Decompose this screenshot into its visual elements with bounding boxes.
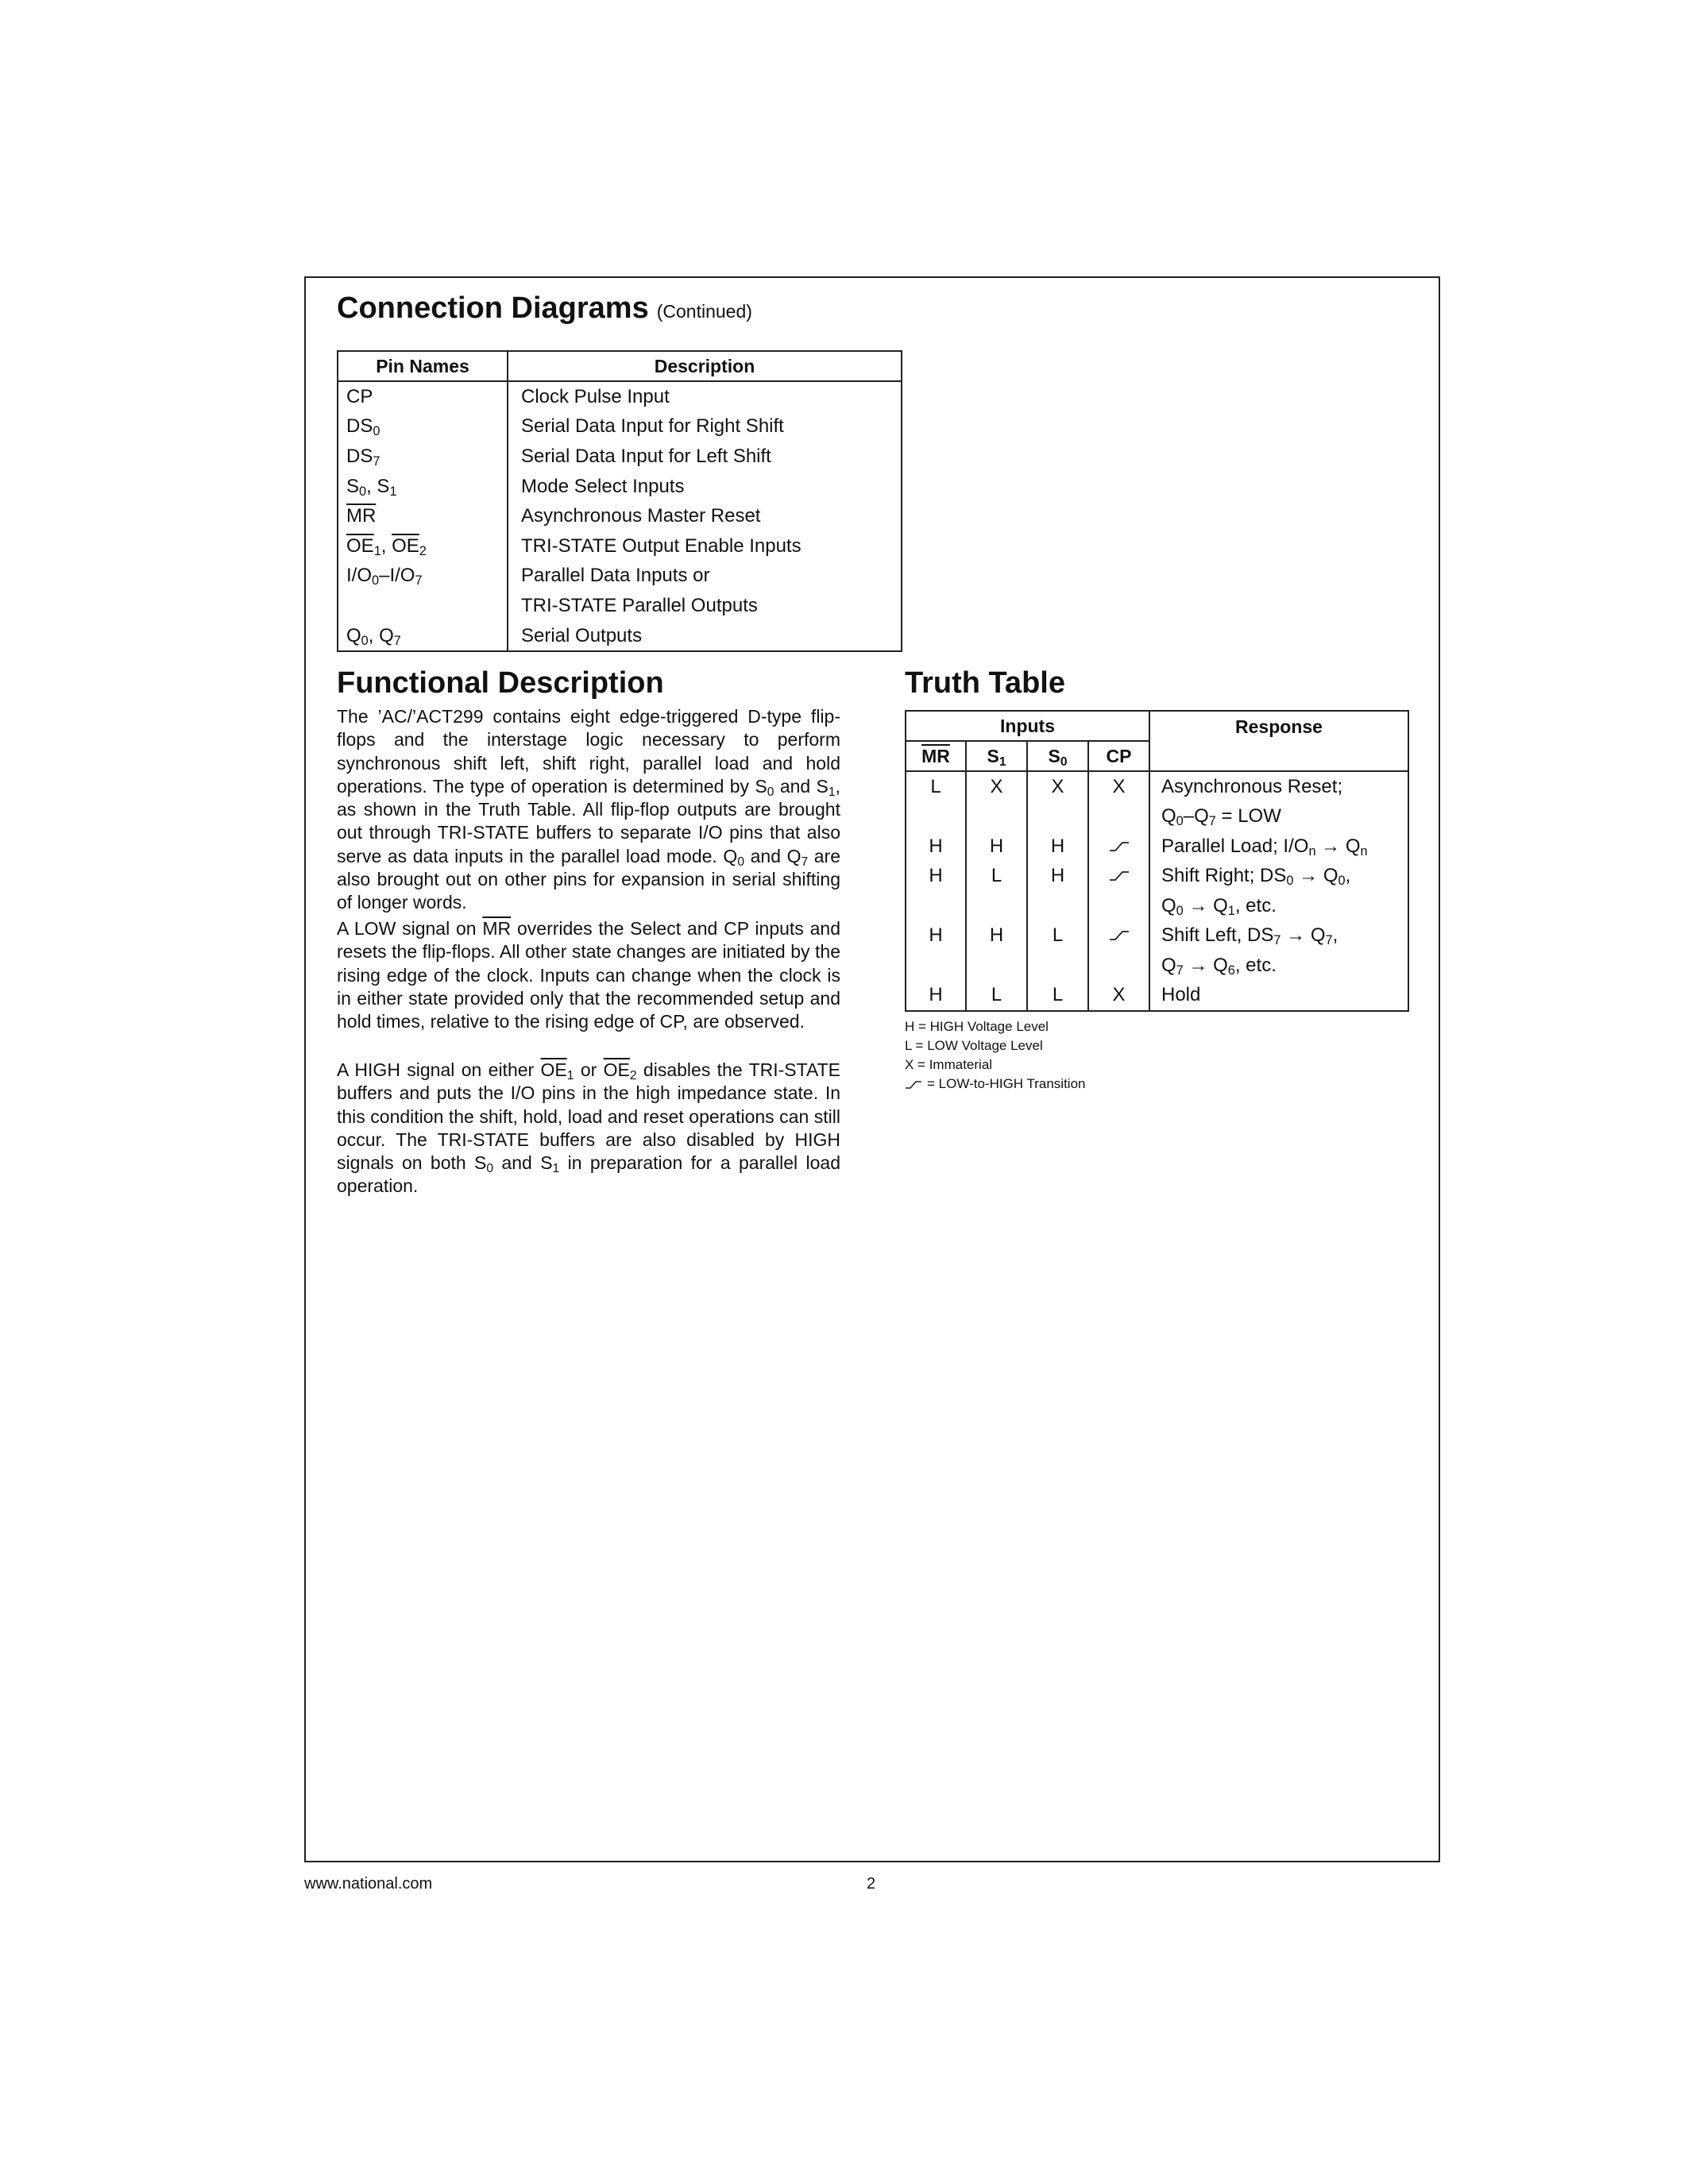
mr-cell: H: [906, 981, 966, 1012]
rising-edge-icon: [905, 1080, 922, 1090]
response-cell: Asynchronous Reset;: [1149, 771, 1408, 802]
s0-cell: X: [1027, 771, 1088, 802]
pin-description: Asynchronous Master Reset: [508, 501, 902, 531]
footer-url[interactable]: www.national.com: [304, 1875, 433, 1893]
table-row: [906, 862, 1408, 892]
s0-cell: [1027, 891, 1088, 921]
pin-name: $I/O_0-I/O_7$: [338, 561, 508, 592]
pin-description: Serial Outputs: [508, 621, 902, 652]
functional-paragraph-2: A LOW signal on $\overline{MR}$ overrides the Select and CP inputs and resets the flip-flops. All other state changes are initiated by the rising edge of the clock. Inputs can change when the clock is in either state provided only that the recommended setup and hold times, relative to the rising edge of CP, are observed.: [337, 918, 840, 1032]
s1-cell: [966, 951, 1027, 981]
s0-cell: H: [1027, 862, 1088, 892]
response-cell: Shift Left, $DS_7 \to Q_7$,: [1149, 921, 1408, 951]
cp-cell: [1088, 921, 1149, 951]
s0-cell: L: [1027, 921, 1088, 951]
s1-cell: H: [966, 921, 1027, 951]
mr-cell: L: [906, 771, 966, 802]
response-header: Response: [1149, 711, 1408, 771]
truth-group-header: [906, 711, 1408, 741]
pin-name: $Q_0$, $Q_7$: [338, 621, 508, 652]
page-number: 2: [867, 1875, 876, 1893]
pin-name: CP: [338, 381, 508, 412]
pin-name: [338, 591, 508, 621]
inputs-header: Inputs: [906, 711, 1149, 741]
pin-description: Serial Data Input for Left Shift: [508, 442, 902, 472]
truth-table-heading: Truth Table: [905, 666, 1065, 700]
mr-header: $\overline{MR}$: [906, 741, 966, 771]
connection-diagrams-heading: Connection Diagrams (Continued): [337, 291, 752, 325]
table-row: [338, 501, 902, 531]
note-high: H = HIGH Voltage Level: [905, 1019, 1049, 1034]
pin-description: TRI-STATE Output Enable Inputs: [508, 531, 902, 561]
functional-paragraph-3: A HIGH signal on either $\overline{OE}_1$ or $\overline{OE}_2$ disables the TRI-STATE buffers and puts the I/O pins in the high impedance state. In this condition the shift, hold, load and reset operations can still occur. The TRI-STATE buffers are also disabled by HIGH signals on both $S_0$ and $S_1$ in preparation for a parallel load operation.: [337, 1059, 840, 1197]
pin-name: $S_0$, $S_1$: [338, 472, 508, 502]
response-cell: Hold: [1149, 981, 1408, 1012]
table-row: [338, 531, 902, 561]
s1-cell: [966, 891, 1027, 921]
mr-cell: H: [906, 832, 966, 862]
table-row: [338, 442, 902, 472]
truth-table-notes: [905, 1017, 1086, 1094]
table-row: [906, 771, 1408, 802]
s1-cell: X: [966, 771, 1027, 802]
mr-cell: [906, 802, 966, 832]
cp-cell: [1088, 891, 1149, 921]
note-immaterial: X = Immaterial: [905, 1057, 993, 1072]
response-cell: $Q_7 \to Q_6$, etc.: [1149, 951, 1408, 981]
pin-description: Serial Data Input for Right Shift: [508, 412, 902, 442]
mr-cell: [906, 891, 966, 921]
pin-description: Parallel Data Inputs or: [508, 561, 902, 592]
note-transition-label: = LOW-to-HIGH Transition: [927, 1076, 1086, 1091]
pin-name: $\overline{MR}$: [338, 501, 508, 531]
pin-names-table: [337, 350, 902, 652]
response-cell: Parallel Load; $I/O_n \to Q_n$: [1149, 832, 1408, 862]
note-transition: [905, 1075, 1086, 1094]
table-row: [906, 891, 1408, 921]
cp-cell: X: [1088, 771, 1149, 802]
s1-cell: [966, 802, 1027, 832]
table-row: [338, 591, 902, 621]
rising-edge-icon: [1109, 930, 1130, 941]
s1-cell: L: [966, 862, 1027, 892]
table-row: [906, 921, 1408, 951]
table-row: [906, 832, 1408, 862]
response-cell: $Q_0-Q_7$ = LOW: [1149, 802, 1408, 832]
s0-cell: [1027, 802, 1088, 832]
s0-cell: [1027, 951, 1088, 981]
cp-cell: [1088, 862, 1149, 892]
truth-table: [905, 710, 1409, 1012]
pin-name: $DS_7$: [338, 442, 508, 472]
cp-cell: [1088, 951, 1149, 981]
functional-paragraph-1: The ’AC/’ACT299 contains eight edge-triggered D-type flip-flops and the interstage logic necessary to perform synchronous shift left, shift right, parallel load and hold operations. The type of operation is determined by $S_0$ and $S_1$, as shown in the Truth Table. All flip-flop outputs are brought out through TRI-STATE buffers to separate I/O pins that also serve as data inputs in the parallel load mode. $Q_0$ and $Q_7$ are also brought out on other pins for expansion in serial shifting of longer words.: [337, 706, 841, 913]
table-row: [338, 621, 902, 652]
functional-description-heading: Functional Description: [337, 666, 664, 700]
pin-description: Mode Select Inputs: [508, 472, 902, 502]
table-row: [906, 802, 1408, 832]
s1-cell: H: [966, 832, 1027, 862]
mr-cell: H: [906, 921, 966, 951]
pin-description: TRI-STATE Parallel Outputs: [508, 591, 902, 621]
s0-cell: L: [1027, 981, 1088, 1012]
s1-cell: L: [966, 981, 1027, 1012]
pin-description: Clock Pulse Input: [508, 381, 902, 412]
cp-cell: [1088, 802, 1149, 832]
pin-table-header: [338, 351, 902, 381]
pin-name: $\overline{OE}_1$, $\overline{OE}_2$: [338, 531, 508, 561]
response-cell: Shift Right; $DS_0 \to Q_0$,: [1149, 862, 1408, 892]
s1-header: $S_1$: [966, 741, 1027, 771]
note-low: L = LOW Voltage Level: [905, 1038, 1043, 1053]
response-cell: $Q_0 \to Q_1$, etc.: [1149, 891, 1408, 921]
table-row: [338, 561, 902, 592]
table-row: [906, 951, 1408, 981]
rising-edge-icon: [1109, 870, 1130, 882]
pin-name: $DS_0$: [338, 412, 508, 442]
cp-cell: [1088, 832, 1149, 862]
cp-cell: X: [1088, 981, 1149, 1012]
table-row: [338, 472, 902, 502]
s0-cell: H: [1027, 832, 1088, 862]
s0-header: $S_0$: [1027, 741, 1088, 771]
pin-names-header: Pin Names: [338, 351, 508, 381]
table-row: [338, 412, 902, 442]
table-row: [906, 981, 1408, 1012]
description-header: Description: [508, 351, 902, 381]
mr-cell: H: [906, 862, 966, 892]
continued-label: (Continued): [656, 301, 752, 322]
rising-edge-icon: [1109, 841, 1130, 852]
table-row: [338, 381, 902, 412]
mr-cell: [906, 951, 966, 981]
cp-header: CP: [1088, 741, 1149, 771]
